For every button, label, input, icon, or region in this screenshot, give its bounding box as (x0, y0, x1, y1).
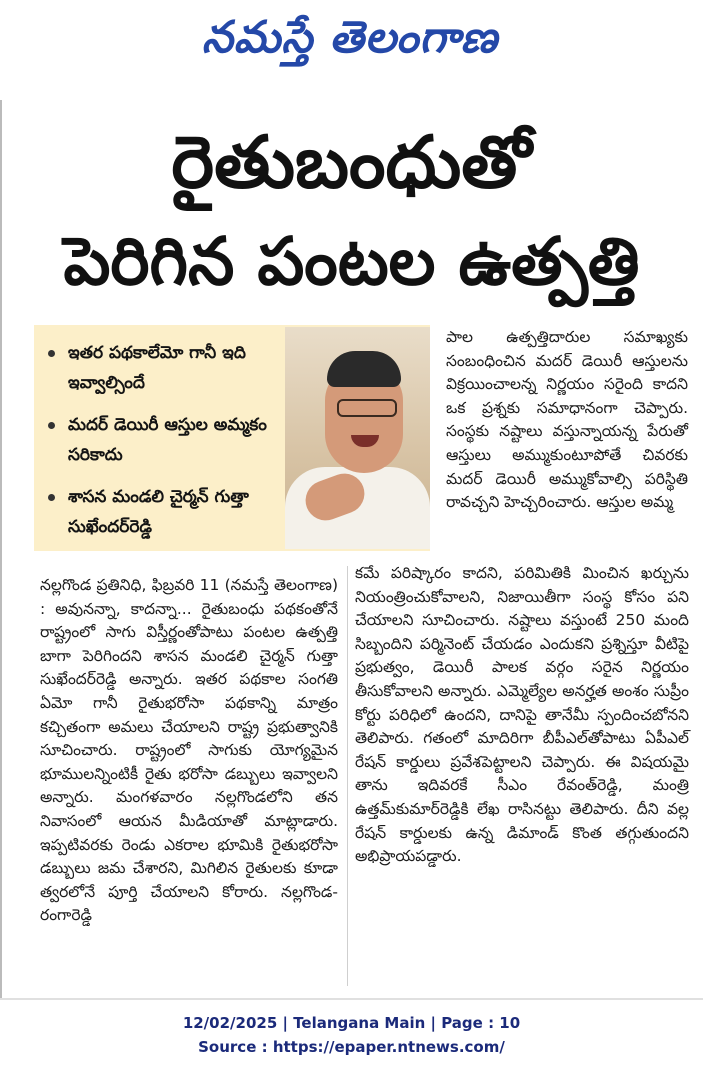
clipping-edge-bottom (0, 998, 703, 1000)
bullet-icon (48, 350, 55, 357)
headline-line-1: రైతుబంధుతో (171, 120, 532, 204)
article-right-column-top: పాల ఉత్పత్తిదారుల సమాఖ్యకు సంబంధించిన మదర్ డెయిరీ ఆస్తులను విక్రయించాలన్న నిర్ణయం సరైంది కాదని ఒక ప్రశ్నకు సమాధానంగా చెప్పారు. సంస్థకు నష్టాలు వస్తున్నాయన్న పేరుతో ఆస్తులు అమ్ముకుంటూపోతే చివరకు మదర్ డెయిరీ అమ్ముకోవాల్సి పరిస్థితి రావచ్చని హెచ్చరించారు. ఆస్తుల అమ్మ (446, 328, 688, 512)
highlight-text: మదర్ డెయిరీ ఆస్తుల అమ్మకం సరికాదు (68, 415, 267, 465)
highlight-item (46, 482, 286, 542)
footer-date-edition: 12/02/2025 | Telangana Main | Page : 10 (182, 1014, 521, 1032)
headline-line-2: పెరిగిన పంటల ఉత్పత్తి (63, 223, 640, 300)
photo-hair (327, 351, 401, 387)
highlights-list (46, 338, 286, 554)
masthead-logo: నమస్తే తెలంగాణ (201, 12, 499, 63)
highlight-text: శాసన మండలి చైర్మన్ గుత్తా సుఖేందర్‌రెడ్డి (68, 487, 249, 537)
article-left-column: నల్లగొండ ప్రతినిధి, ఫిబ్రవరి 11 (నమస్తే తెలంగాణ) : అవునన్నా, కాదన్నా... రైతుబంధు పథకంతోనే రాష్ట్రంలో సాగు విస్తీర్ణంతోపాటు పంటల ఉత్పత్తి బాగా పెరిగిందని శాసన మండలి చైర్మన్ గుత్తా సుఖేందర్‌రెడ్డి అన్నారు. ఇతర పథకాల సంగతి ఏమో గానీ రైతుభరోసా పథకాన్ని మాత్రం కచ్చితంగా అమలు చేయాలని రాష్ట్ర ప్రభుత్వానికి సూచించారు. రాష్ట్రంలో సాగుకు యోగ్యమైన భూములన్నింటికీ రైతు భరోసా డబ్బులు ఇవ్వాలని అన్నారు. మంగళవారం నల్లగొండలోని తన నివాసంలో ఆయన మీడియాతో మాట్లాడారు. ఇప్పటివరకు రెండు ఎకరాల భూమికి రైతుభరోసా డబ్బులు జమ చేశారని, మిగిలిన రైతులకు కూడా త్వరలోనే పూర్తి చేయాలని కోరారు. నల్లగొండ-రంగారెడ్డి (40, 576, 338, 925)
speaker-photo (285, 327, 430, 549)
article-right-column: కమే పరిష్కారం కాదని, పరిమితికి మించిన ఖర్చును నియంత్రించుకోవాలని, నిజాయితీగా సంస్థ కోసం పని చేయాలని సూచించారు. నష్టాలు వస్తుంటే 250 మంది సిబ్బందిని పర్మినెంట్ చేయడం ఎందుకని ప్రశ్నిస్తూ వీటిపై ప్రభుత్వం, డెయిరీ పాలక వర్గం సరైన నిర్ణయం తీసుకోవాలని అన్నారు. ఎమ్మెల్యేల అనర్హత అంశం సుప్రీం కోర్టు పరిధిలో ఉందని, దానిపై తానేమీ స్పందించబోనని తెలిపారు. గతంలో మాదిరిగా బీపీఎల్‌తోపాటు ఏపీఎల్ రేషన్ కార్డులు ప్రవేశపెట్టాలని చెప్పారు. ఈ విషయమై తాను ఇదివరకే సీఎం రేవంత్‌రెడ్డి, మంత్రి ఉత్తమ్‌కుమార్‌రెడ్డికి లేఖ రాసినట్టు తెలిపారు. దీని వల్ల రేషన్ కార్డులకు ఉన్న డిమాండ్ కొంత తగ్గుతుందని అభిప్రాయపడ్డారు. (355, 564, 689, 866)
bullet-icon (48, 422, 55, 429)
highlight-item (46, 338, 286, 398)
photo-glasses (337, 399, 397, 417)
highlight-text: ఇతర పథకాలేమో గానీ ఇది ఇవ్వాల్సిందే (68, 343, 246, 393)
clipping-edge-left (0, 100, 2, 1000)
highlight-item (46, 410, 286, 470)
bullet-icon (48, 494, 55, 501)
footer-source: Source : https://epaper.ntnews.com/ (198, 1038, 505, 1056)
column-divider (347, 566, 348, 986)
